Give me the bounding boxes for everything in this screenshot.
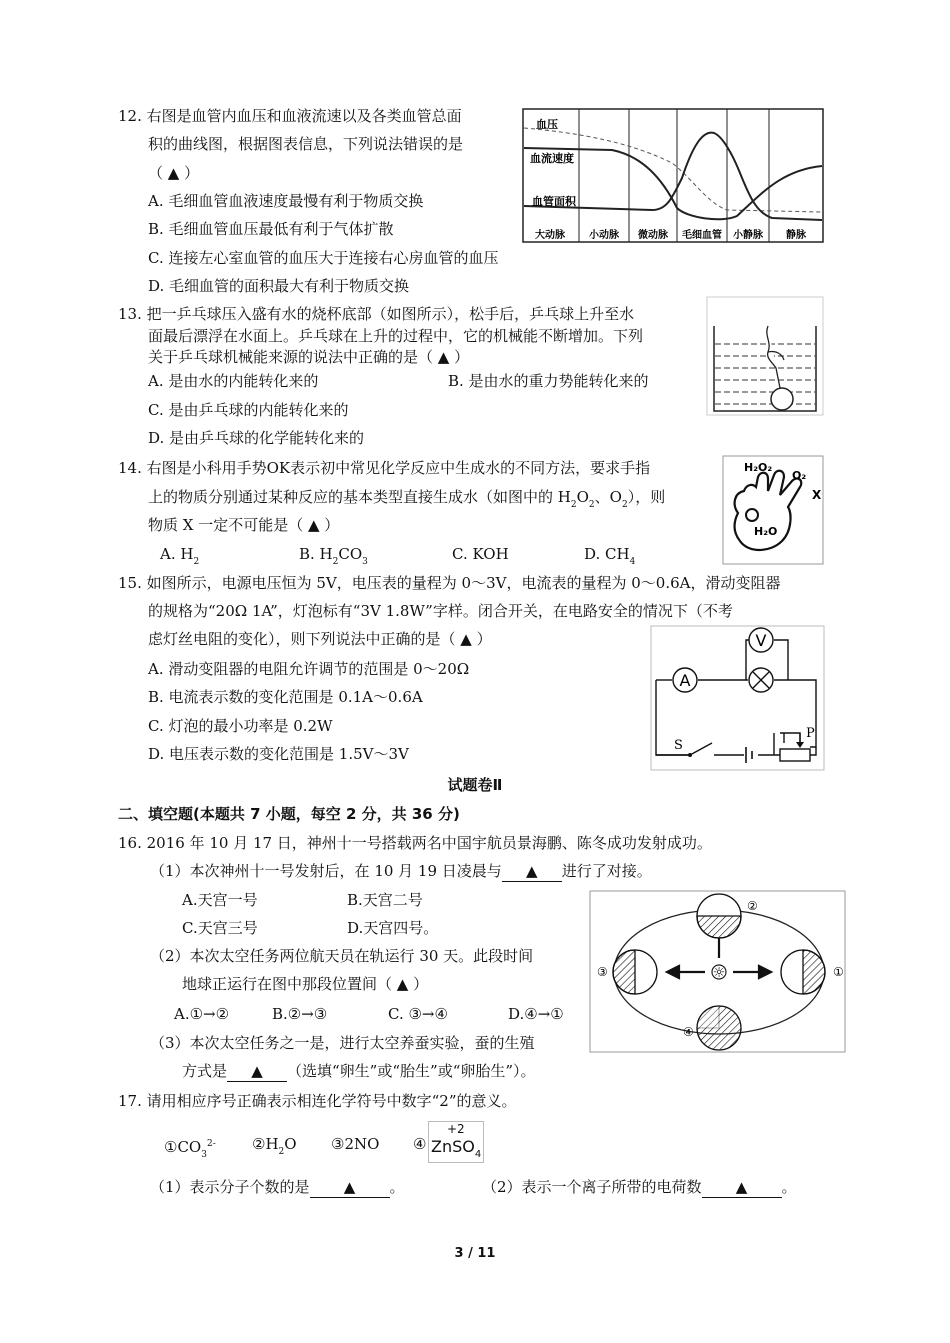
q16-blank-3: ▲ — [227, 1061, 287, 1082]
q15-line-1: 15. 如图所示，电源电压恒为 5V，电压表的量程为 0～3V，电流表的量程为 0～0.6A，滑动变阻器 — [118, 574, 781, 592]
slider-label: P — [806, 726, 815, 741]
label-o2: O₂ — [792, 469, 807, 482]
q14-line-2: 上的物质分别通过某种反应的基本类型直接生成水（如图中的 $H_2O_2$、$O_2$），则 — [148, 488, 666, 510]
section-heading: 二、填空题(本题共 7 小题，每空 2 分，共 36 分) — [118, 805, 460, 823]
q16-intro: 16. 2016 年 10 月 17 日，神州十一号搭载两名中国宇航员景海鹏、陈冬成功发射成功。 — [118, 834, 712, 852]
page-number: 3 / 11 — [454, 1246, 496, 1261]
q17-symbol-1: $①CO_3^{2-}$ — [164, 1138, 216, 1160]
q13-line-3: 关于乒乓球机械能来源的说法中正确的是（ ▲ ） — [148, 348, 470, 366]
q15-line-3: 虑灯丝电阻的变化），则下列说法中正确的是（ ▲ ） — [148, 630, 492, 648]
q14-option-d: D. $CH_4$ — [584, 545, 636, 567]
label-h2o2: H₂O₂ — [744, 461, 773, 474]
q16-p2-opt-d: D.④→① — [508, 1005, 564, 1023]
q12-option-a: A. 毛细血管血液速度最慢有利于物质交换 — [148, 192, 424, 210]
q15-option-d: D. 电压表示数的变化范围是 1.5V～3V — [148, 745, 409, 763]
znso4-formula: ZnSO$_4$ — [431, 1137, 482, 1160]
q16-part3-line-2: 方式是 ▲ （选填“卵生”或“胎生”或“卵胎生”）。 — [182, 1062, 536, 1080]
chart-cat-6: 静脉 — [786, 230, 806, 241]
q16-p1-opt-b: B.天宫二号 — [347, 891, 423, 909]
section-title: 试题卷Ⅱ — [447, 776, 503, 794]
ammeter-label: A — [679, 671, 691, 690]
label-h2o: H₂O — [754, 525, 778, 538]
q12-option-b: B. 毛细血管血压最低有利于气体扩散 — [148, 220, 394, 238]
voltmeter-label: V — [755, 631, 767, 650]
znso4-box — [428, 1121, 484, 1163]
circuit-diagram — [650, 625, 825, 771]
q17-intro: 17. 请用相应序号正确表示相连化学符号中数字“2”的意义。 — [118, 1092, 517, 1110]
q16-part1: （1）本次神州十一号发射后，在 10 月 19 日凌晨与 ▲ 进行了对接。 — [150, 862, 652, 880]
q13-option-c: C. 是由乒乓球的内能转化来的 — [148, 401, 349, 419]
chart-cat-2: 小动脉 — [589, 230, 619, 241]
earth-orbit-figure — [589, 890, 846, 1053]
position-4: ④ — [683, 1025, 694, 1039]
q16-p2-opt-a: A.①→② — [174, 1005, 230, 1023]
q17-symbol-2: $②H_2O$ — [252, 1135, 297, 1157]
chart-label-area: 血管面积 — [532, 195, 576, 208]
position-2: ② — [747, 899, 758, 913]
sun-icon: ☼ — [712, 965, 726, 981]
q16-p1-opt-a: A.天宫一号 — [182, 891, 258, 909]
q12-line-2: 积的曲线图，根据图表信息，下列说法错误的是 — [148, 135, 464, 153]
q14-option-b: B. $H_2CO_3$ — [299, 545, 368, 567]
ok-hand-figure — [722, 455, 824, 565]
q14-line-3: 物质 X 一定不可能是（ ▲ ） — [148, 516, 340, 534]
q14-option-a: A. $H_2$ — [160, 545, 200, 567]
switch-label: S — [674, 738, 683, 753]
position-3: ③ — [597, 965, 608, 979]
q12-option-d: D. 毛细血管的面积最大有利于物质交换 — [148, 277, 410, 295]
q13-option-b: B. 是由水的重力势能转化来的 — [448, 372, 649, 390]
znso4-charge: +2 — [447, 1122, 465, 1136]
blood-vessel-chart — [522, 108, 824, 243]
q15-option-a: A. 滑动变阻器的电阻允许调节的范围是 0～20Ω — [148, 660, 470, 678]
position-1: ① — [833, 965, 844, 979]
q15-option-b: B. 电流表示数的变化范围是 0.1A～0.6A — [148, 688, 423, 706]
chart-label-speed: 血流速度 — [530, 152, 574, 165]
q17-part2: （2）表示一个离子所带的电荷数 ▲ 。 — [482, 1178, 797, 1196]
q16-part2-line-1: （2）本次太空任务两位航天员在轨运行 30 天。此段时间 — [150, 947, 534, 965]
q16-blank-1: ▲ — [502, 861, 562, 882]
q17-symbol-3: ③2NO — [331, 1135, 380, 1153]
q13-line-1: 13. 把一乒乓球压入盛有水的烧杯底部（如图所示），松手后，乒乓球上升至水 — [118, 305, 635, 323]
q13-option-a: A. 是由水的内能转化来的 — [148, 372, 319, 390]
chart-label-pressure: 血压 — [536, 118, 558, 131]
q16-p2-opt-b: B.②→③ — [272, 1005, 328, 1023]
q15-option-c: C. 灯泡的最小功率是 0.2W — [148, 717, 333, 735]
beaker-figure — [706, 296, 824, 416]
q12-line-1: 12. 右图是血管内血压和血液流速以及各类血管总面 — [118, 107, 462, 125]
q16-part2-line-2: 地球正运行在图中那段位置间（ ▲ ） — [182, 975, 429, 993]
q17-symbol-4-label: ④ — [413, 1135, 427, 1153]
label-x: X — [812, 488, 822, 502]
chart-cat-1: 大动脉 — [535, 230, 565, 241]
q16-p1-opt-c: C.天宫三号 — [182, 919, 258, 937]
q17-part1: （1）表示分子个数的是 ▲ 。 — [150, 1178, 405, 1196]
q17-blank-1: ▲ — [310, 1177, 390, 1198]
chart-cat-5: 小静脉 — [733, 230, 763, 241]
chart-cat-4: 毛细血管 — [682, 230, 722, 241]
q15-line-2: 的规格为“20Ω 1A”，灯泡标有“3V 1.8W”字样。闭合开关，在电路安全的情况下（不考 — [148, 602, 733, 620]
q16-part3-line-1: （3）本次太空任务之一是，进行太空养蚕实验，蚕的生殖 — [150, 1034, 535, 1052]
q12-line-3: （ ▲ ） — [148, 164, 200, 182]
q16-p1-opt-d: D.天宫四号。 — [347, 919, 439, 937]
q17-blank-2: ▲ — [702, 1177, 782, 1198]
q14-option-c: C. KOH — [452, 545, 509, 563]
chart-cat-3: 微动脉 — [638, 230, 668, 241]
q14-line-1: 14. 右图是小科用手势OK表示初中常见化学反应中生成水的不同方法，要求手指 — [118, 459, 651, 477]
q16-p2-opt-c: C. ③→④ — [388, 1005, 448, 1023]
q12-option-c: C. 连接左心室血管的血压大于连接右心房血管的血压 — [148, 249, 499, 267]
q13-line-2: 面最后漂浮在水面上。乒乓球在上升的过程中，它的机械能不断增加。下列 — [148, 327, 644, 345]
q13-option-d: D. 是由乒乓球的化学能转化来的 — [148, 429, 365, 447]
